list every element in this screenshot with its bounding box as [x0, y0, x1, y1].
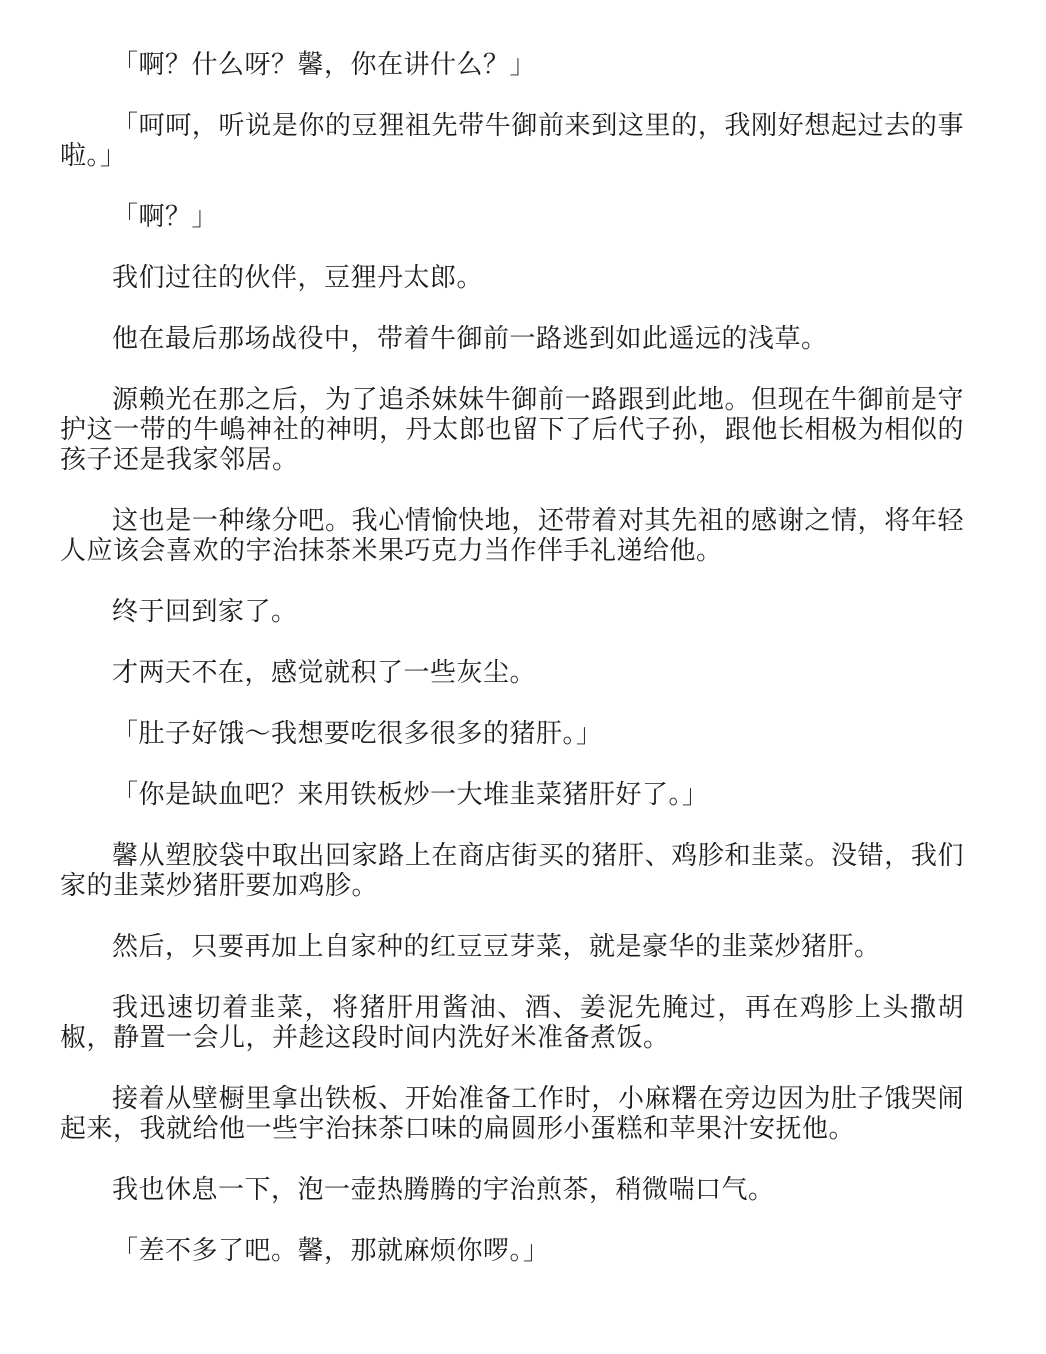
paragraph-dialogue-1: 「啊？什么呀？馨，你在讲什么？」 [112, 50, 537, 79]
paragraph-dialogue-11: 「你是缺血吧？来用铁板炒一大堆韭菜猪肝好了。」 [112, 780, 709, 809]
paragraph-dialogue-3: 「啊？」 [112, 202, 219, 231]
paragraph-narration-9: 才两天不在，感觉就积了一些灰尘。 [112, 658, 537, 687]
paragraph-narration-14: 我迅速切着韭菜，将猪肝用酱油、酒、姜泥先腌过，再在鸡胗上头撒胡椒，静置一会儿，并趁这段时间内洗好米准备煮饭。 [60, 993, 964, 1052]
paragraph-narration-15: 接着从壁橱里拿出铁板、开始准备工作时，小麻糬在旁边因为肚子饿哭闹起来，我就给他一些宇治抹茶口味的扁圆形小蛋糕和苹果汁安抚他。 [60, 1084, 964, 1143]
paragraph-narration-13: 然后，只要再加上自家种的红豆豆芽菜，就是豪华的韭菜炒猪肝。 [112, 932, 881, 961]
paragraph-narration-5: 他在最后那场战役中，带着牛御前一路逃到如此遥远的浅草。 [112, 324, 828, 353]
paragraph-narration-12: 馨从塑胶袋中取出回家路上在商店街买的猪肝、鸡胗和韭菜。没错，我们家的韭菜炒猪肝要加鸡胗。 [60, 841, 964, 900]
paragraph-narration-8: 终于回到家了。 [112, 597, 298, 626]
paragraph-narration-4: 我们过往的伙伴，豆狸丹太郎。 [112, 263, 484, 292]
paragraph-narration-6: 源赖光在那之后，为了追杀妹妹牛御前一路跟到此地。但现在牛御前是守护这一带的牛嶋神社的神明，丹太郎也留下了后代子孙，跟他长相极为相似的孩子还是我家邻居。 [60, 385, 964, 474]
paragraph-dialogue-2: 「呵呵，听说是你的豆狸祖先带牛御前来到这里的，我刚好想起过去的事啦。」 [60, 111, 964, 170]
paragraph-narration-16: 我也休息一下，泡一壶热腾腾的宇治煎茶，稍微喘口气。 [112, 1175, 775, 1204]
paragraph-dialogue-17: 「差不多了吧。馨，那就麻烦你啰。」 [112, 1236, 550, 1265]
paragraph-narration-7: 这也是一种缘分吧。我心情愉快地，还带着对其先祖的感谢之情，将年轻人应该会喜欢的宇治抹茶米果巧克力当作伴手礼递给他。 [60, 506, 964, 565]
paragraph-dialogue-10: 「肚子好饿～我想要吃很多很多的猪肝。」 [112, 719, 603, 748]
